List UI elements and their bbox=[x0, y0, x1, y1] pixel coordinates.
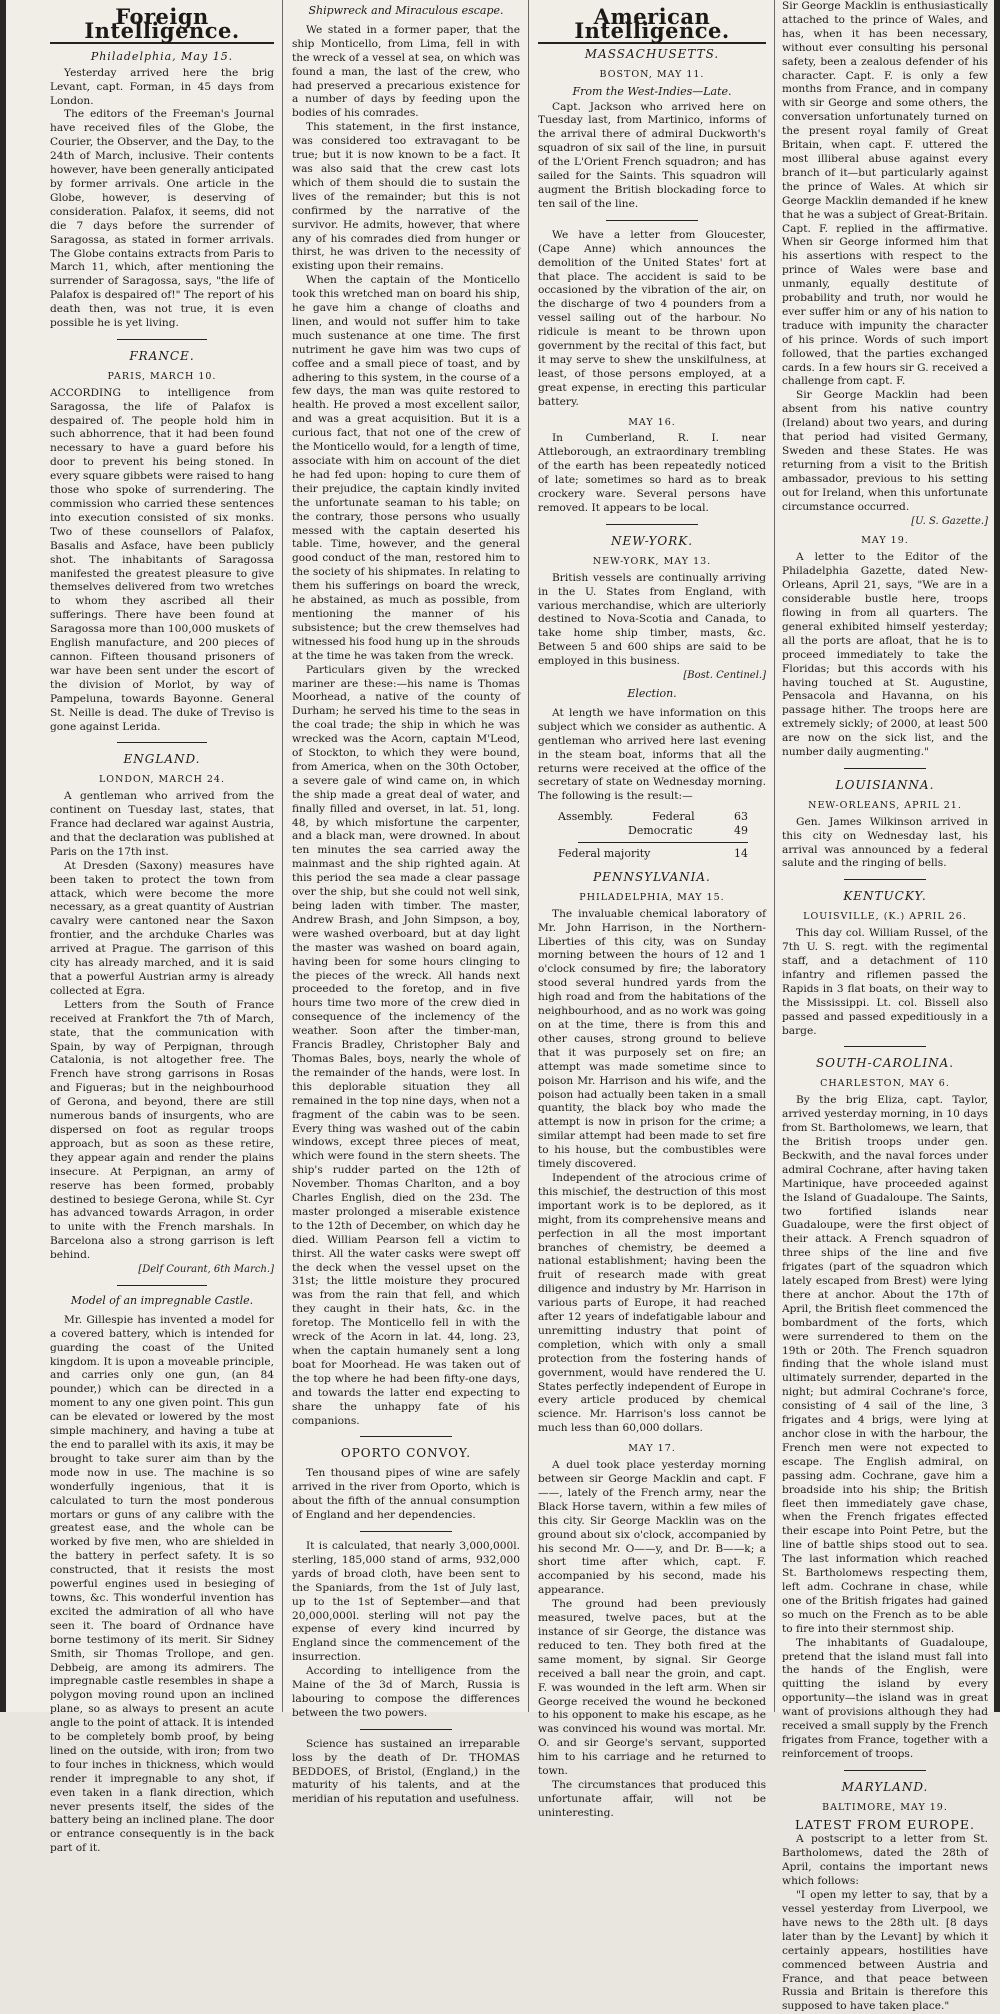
majority-count: 14 bbox=[734, 847, 748, 861]
castle-heading: Model of an impregnable Castle. bbox=[70, 1293, 254, 1307]
party-label: Federal bbox=[652, 810, 695, 824]
paragraph: The invaluable chemical laboratory of Mr. John Harrison, in the Northern-Liberties of this city, was on Sunday morning between the hours of 12 and 1 o'clock consumed by fire; the laboratory stood several hundred yards from the high road and from the habitations of the neighbourhood, and as no work was going on at the time, there is from this and other causes, strong ground to believe that it was purposely set on fire; an attempt was made sometime since to poison Mr. Harrison and his wife, and the poison had actually been taken in a small quantity, the black boy who made the attempt is now in prison for the crime; a similar attempt had been made to set fire to his house, but the combustibles were timely discovered. bbox=[538, 907, 766, 1171]
paragraph: In Cumberland, R. I. near Attleborough, an extraordinary trembling of the earth has been repeatedly noticed of late; sometimes so hard as to break crockery ware. Several persons have removed. It appears to be local. bbox=[538, 432, 766, 514]
paragraph: The ground had been previously measured, twelve paces, but at the instance of sir George, the distance was reduced to ten. They both fired at the same moment, by signal. Sir George received a ball near the groin, and capt. F. was wounded in the left arm. When sir George received the wound he beckoned to his opponent to make his escape, as he was convinced his wound was mortal. Mr. O. and sir George's servant, supported him to his carriage and he returned to town. bbox=[538, 1598, 766, 1778]
paragraph: ACCORDING to intelligence from Saragossa, the life of Palafox is despaired of. The people hold him in such abhorrence, that it had been found necessary to have a guard before his door to prevent his being stoned. In every square gibbets were raised to hang those who spoke of surrendering. The commission who carried these sentences into execution consisted of six monks. Two of these counsellors of Palafox, Basalis and Asface, have been publicly shot. The inhabitants of Saragossa manifested the greatest pleasure to give themselves delivered from two wretches to whom they ascribed all their sufferings. There have been found at Saragossa more than 100,000 muskets of English manufacture, and 200 pieces of cannon. Fifteen thousand prisoners of war have been sent under the escort of the division of Morlot, by way of Pampeluna, towards Bayonne. General St. Neille is dead. The duke of Treviso is gone against Lerida. bbox=[50, 386, 274, 733]
paragraph: A letter to the Editor of the Philadelphia Gazette, dated New-Orleans, April 21, says, "We are in a considerable bustle here, troops flowing in from all quarters. The general exhibited himself yesterday; all the ports are afloat, that he is to proceed immediately to take the Floridas; but this accords with his having touched at St. Augustine, Pensacola and Havanna, on his passage hither. The troops here are extremely sickly; of 2000, at least 500 are now on the sick list, and the number daily augmenting." bbox=[782, 551, 988, 759]
dateline-philadelphia: Philadelphia, May 15. bbox=[90, 49, 234, 63]
dateline-charleston: CHARLESTON, MAY 6. bbox=[820, 1078, 950, 1090]
party-count: 49 bbox=[734, 824, 748, 838]
sum-rule bbox=[578, 842, 748, 843]
election-results bbox=[558, 810, 766, 861]
paragraph: Capt. Jackson who arrived here on Tuesday last, from Martinico, informs of the arrival there of admiral Duckworth's squadron of six sail of the line, in pursuit of the L'Orient French squadron; and has sailed for the Saints. This squadron will augment the British blockading force to ten sail of the line. bbox=[538, 100, 766, 210]
paragraph: We stated in a former paper, that the ship Monticello, from Lima, fell in with the wreck of a vessel at sea, on which was found a man, the last of the crew, who had preserved a precarious existence for a number of days by feeding upon the bodies of his comrades. bbox=[292, 23, 520, 120]
section-kentucky: KENTUCKY. bbox=[843, 889, 927, 904]
divider bbox=[844, 768, 926, 769]
paragraph: Science has sustained an irreparable loss by the death of Dr. THOMAS BEDDOES, of Bristol, (England,) in the maturity of his talents, and at the meridian of his reputation and usefulness. bbox=[292, 1737, 520, 1806]
section-new-york: NEW-YORK. bbox=[610, 533, 694, 548]
divider bbox=[844, 879, 926, 880]
section-oporto-convoy: OPORTO CONVOY. bbox=[340, 1446, 472, 1461]
paragraph: The editors of the Freeman's Journal have received files of the Globe, the Courier, the Observer, and the Day, to the 24th of March, inclusive. Their contents however, have been generally anticipated by former arrivals. One article in the Globe, however, is deserving of consideration. Palafox, it seems, did not die 7 days before the surrender of Saragossa, as stated in former arrivals. The Globe contains extracts from Paris to March 11, which, after mentioning the surrender of Saragossa, says, "the life of Palafox is despaired of!" The report of his death then, was not true, it is even possible he is yet living. bbox=[50, 108, 274, 330]
page-right-edge bbox=[994, 0, 1000, 1712]
paragraph: By the brig Eliza, capt. Taylor, arrived yesterday morning, in 10 days from St. Bartholomews, we learn, that the British troops under gen. Beckwith, and the naval forces under admiral Cochrane, after having taken Martinique, have proceeded against the Island of Guadaloupe. The Saints, two fortified islands near Guadaloupe, were the first object of their attack. A French squadron of three ships of the line and five frigates (part of the squadron which lately escaped from Brest) were lying there at anchor. About the 17th of April, the British fleet commenced the bombardment of the forts, which were surrendered to them on the 19th or 20th. The French squadron finding that the whole island must ultimately surrender, departed in the night; but admiral Cochrane's force, consisting of 4 sail of the line, 3 frigates and 4 brigs, were lying at anchor close in with the harbour, the French men were not expected to escape. The English admiral, on passing adm. Cochrane, gave him a broadside into his ship; the British fleet then immediately gave chase, when the French frigates effected their escape into Point Petre, but the line of battle ships stood out to sea. The last information which reached St. Bartholomews respecting them, left adm. Cochrane in chase, while one of the British frigates had gained so much on the French as to be able to fire into their sternmost ship. bbox=[782, 1094, 988, 1635]
divider bbox=[117, 339, 207, 340]
paragraph: When the captain of the Monticello took this wretched man on board his ship, he gave him a change of cloaths and linen, and would not suffer him to take much sustenance at one time. The first nutriment he gave him was two cups of coffee and a small piece of toast, and by adhering to this system, in the course of a few days, the man was quite restored to health. He proved a most excellent sailor, and was a great acquisition. But it is a curious fact, that not one of the crew of the Monticello would, for a length of time, associate with him on account of the diet he had fed upon: hoping to cure them of their prejudice, the captain kindly invited the unfortunate seaman to his table; on the contrary, those persons who usually messed with the captain deserted his table. Time, however, and the general good conduct of the man, restored him to the society of his shipmates. In relating to them his sufferings on board the wreck, he abstained, as much as possible, from mentioning the manner of his subsistence; but the crew themselves had witnessed his food hung up in the shrouds at the time he was taken from the wreck. bbox=[292, 274, 520, 662]
section-france: FRANCE. bbox=[129, 348, 195, 363]
paragraph: Yesterday arrived here the brig Levant, capt. Forman, in 45 days from London. bbox=[50, 66, 274, 107]
column-rule bbox=[528, 0, 529, 1712]
shipwreck-heading: Shipwreck and Miraculous escape. bbox=[308, 4, 504, 17]
divider bbox=[606, 220, 697, 221]
paragraph: At Dresden (Saxony) measures have been taken to protect the town from attack, which were become the more necessary, as a great quantity of Austrian cavalry were cantoned near the Saxon frontier, and the archduke Charles was arrived at Prague. The garrison of this city has already marched, and it is said that a powerful Austrian army is already collected at Egra. bbox=[50, 859, 274, 997]
paragraph: We have a letter from Gloucester, (Cape Anne) which announces the demolition of the United States' fort at that place. The accident is said to be occasioned by the vibration of the air, on the discharge of two 4 pounders from a vessel sailing out of the harbour. No ridicule is meant to be thrown upon government by the recital of this fact, but it may serve to shew the unskilfulness, at least, of those persons employed, at a great expense, in erecting this particular battery. bbox=[538, 228, 766, 408]
source-credit: [U. S. Gazette.] bbox=[911, 515, 988, 527]
source-credit: [Bost. Centinel.] bbox=[683, 670, 766, 682]
section-south-carolina: SOUTH-CAROLINA. bbox=[815, 1056, 955, 1071]
section-pennsylvania: PENNSYLVANIA. bbox=[593, 869, 711, 884]
majority-label: Federal majority bbox=[558, 847, 651, 861]
paragraph: This statement, in the first instance, was considered too extravagant to be true; but it is now known to be a fact. It was also said that the crew cast lots which of them should die to sustain the lives of the remainder; but this is not confirmed by the narrative of the survivor. He admits, however, that where any of his comrades died from hunger or thirst, he was driven to the necessity of existing upon their remains. bbox=[292, 121, 520, 273]
paragraph: Particulars given by the wrecked mariner are these:—his name is Thomas Moorhead, a native of the county of Durham; he served his time to the seas in the coal trade; the ship in which he was wrecked was the Acorn, captain M'Leod, of Stockton, to which they were bound, from America, when on the 30th October, a severe gale of wind came on, in which the ship made a great deal of water, and finally filled and overset, in lat. 51, long. 48, by which misfortune the carpenter, and a black man, were drowned. In about ten minutes the sea carried away the mainmast and the ship righted again. At this period the sea made a clear passage over the ship, but she could not well sink, being laden with timber. The master, Andrew Brash, and John Simpson, a boy, were washed overboard, but at day light the master was washed on board again, having been for some hours clinging to the pieces of the wreck. All hands next proceeded to the foretop, and in five hours time two more of the crew died in consequence of the inclemency of the weather. Soon after the timber-man, Francis Bradley, Christopher Baly and Thomas Bales, boys, nearly the whole of the remainder of the hands, were lost. In this deplorable situation they all remained in the top nine days, when not a fragment of the cabin was to be seen. Every thing was washed out of the cabin windows, except three pieces of meat, which were found in the stern sheets. The ship's rudder parted on the 12th of November. Thomas Charlton, and a boy Charles English, died on the 23d. The master prolonged a miserable existence to the 12th of December, on which day he died. William Pearson fell a victim to thirst. All the water casks were swept off the deck when the vessel upset on the 31st; the little moisture they procured was from the rain that fell, and which they caught in their hats, &c. in the foretop. The Monticello fell in with the wreck of the Acorn in lat. 44, long. 23, when the captain humanely sent a long boat for Moorhead. He was taken out of the top where he had been fifty-one days, and towards the latter end expecting to share the unhappy fate of his companions. bbox=[292, 663, 520, 1427]
paragraph: British vessels are continually arriving in the U. States from England, with various merchandise, which are ulteriorly destined to Nova-Scotia and Canada, to take home ship timber, masts, &c. Between 5 and 600 ships are said to be employed in this business. bbox=[538, 571, 766, 668]
divider bbox=[117, 1285, 207, 1286]
divider bbox=[360, 1729, 451, 1730]
divider bbox=[606, 524, 697, 525]
divider bbox=[844, 1770, 926, 1771]
dateline-london: LONDON, MARCH 24. bbox=[99, 774, 225, 786]
paragraph: The circumstances that produced this unfortunate affair, will not be uninteresting. bbox=[538, 1778, 766, 1819]
source-credit: [Delf Courant, 6th March.] bbox=[138, 1264, 274, 1276]
paragraph: Letters from the South of France received at Frankfort the 7th of March, state, that the communication with Spain, by way of Perpignan, through Catalonia, is not altogether free. The French have strong garrisons in Rosas and Figueras; but in the neighbourhood of Gerona, and beyond, there are still numerous bands of insurgents, who are dispersed on foot as regular troops approach, but as soon as these retire, they appear again and render the plains insecure. At Perpignan, an army of reserve has been formed, probably destined to besiege Gerona, while St. Cyr has advanced towards Arragon, in order to unite with the French marshals. In Barcelona also a strong garrison is left behind. bbox=[50, 998, 274, 1262]
result-federal bbox=[558, 810, 748, 824]
dateline-paris: PARIS, MARCH 10. bbox=[107, 370, 217, 382]
foreign-intelligence-heading: Foreign Intelligence. bbox=[50, 10, 274, 44]
paragraph: Gen. James Wilkinson arrived in this city on Wednesday last, his arrival was announced by a federal salute and the ringing of bells. bbox=[782, 815, 988, 870]
paragraph: At length we have information on this subject which we consider as authentic. A gentleman who arrived here last evening in the steam boat, informs that all the returns were received at the office of the secretary of state on Wednesday morning. The following is the result:— bbox=[538, 706, 766, 803]
dateline-may-16: MAY 16. bbox=[628, 416, 676, 428]
dateline-philadelphia: PHILADELPHIA, MAY 15. bbox=[579, 891, 725, 903]
column-shipwreck bbox=[286, 0, 526, 1806]
paragraph: It is calculated, that nearly 3,000,000l. sterling, 185,000 stand of arms, 932,000 yards of broad cloth, have been sent to the Spaniards, from the 1st of July last, up to the 1st of September—and that 20,000,000l. sterling will not pay the expense of every kind incurred by England since the commencement of the insurrection. bbox=[292, 1539, 520, 1664]
result-democratic bbox=[558, 824, 748, 838]
page-left-edge bbox=[0, 0, 6, 1712]
paragraph: A gentleman who arrived from the continent on Tuesday last, states, that France had declared war against Austria, and that the declaration was published at Paris on the 17th inst. bbox=[50, 790, 274, 858]
divider bbox=[844, 1046, 926, 1047]
section-louisianna: LOUISIANNA. bbox=[835, 777, 935, 792]
divider bbox=[117, 742, 207, 743]
american-intelligence-heading: American Intelligence. bbox=[538, 10, 766, 44]
paragraph: Independent of the atrocious crime of this mischief, the destruction of this most important work is to be deplored, as it might, from its comprehensive means and perfection in all the most important branches of chemistry, be deemed a national establishment; having been the fruit of research made with great diligence and industry by Mr. Harrison in various parts of Europe, it had reached after 12 years of indefatigable labour and unremitting industry that point of completion, which with only a small protection from the fostering hands of government, would have rendered the U. States perfectly independent of Europe in every article produced by chemical science. Mr. Harrison's loss cannot be much less than 60,000 dollars. bbox=[538, 1171, 766, 1435]
assembly-label: Assembly. bbox=[558, 810, 613, 824]
column-continued bbox=[776, 0, 994, 2013]
dateline-baltimore: BALTIMORE, MAY 19. bbox=[822, 1801, 948, 1813]
paragraph: "I open my letter to say, that by a vessel yesterday from Liverpool, we have news to the 28th ult. [8 days later than by the Levant] by which it certainly appears, hostilities have commenced between Austria and France, and that peace between Russia and Britain is therefore this supposed to have taken place." bbox=[782, 1889, 988, 2013]
dateline-may-17: MAY 17. bbox=[628, 1443, 676, 1455]
divider bbox=[360, 1531, 451, 1532]
paragraph: Ten thousand pipes of wine are safely arrived in the river from Oporto, which is about the fifth of the annual consumption of England and her dependencies. bbox=[292, 1467, 520, 1522]
dateline-louisville: LOUISVILLE, (K.) APRIL 26. bbox=[803, 911, 967, 923]
election-heading: Election. bbox=[627, 686, 677, 700]
paragraph: A duel took place yesterday morning between sir George Macklin and capt. F——, lately of the French army, near the Black Horse tavern, within a few miles of this city. Sir George Macklin was on the ground about six o'clock, accompanied by his second Mr. O——y, and Dr. B——k; a short time after which, capt. F. accompanied by his second, made his appearance. bbox=[538, 1459, 766, 1597]
dateline-boston: BOSTON, MAY 11. bbox=[599, 68, 705, 80]
latest-from-europe-heading: LATEST FROM EUROPE. bbox=[795, 1816, 975, 1832]
paragraph: Mr. Gillespie has invented a model for a covered battery, which is intended for guarding the coast of the United kingdom. It is upon a moveable principle, and carries only one gun, (an 84 pounder,) which can be directed in a moment to any one given point. This gun can be elevated or lowered by the most simple machinery, and having a tube at the end to parallel with its axis, it may be brought to take surer aim than by the mode now in use. The machine is so wonderfully ingenious, that it is calculated to turn the most ponderous mortars or guns of any calibre with the greatest ease, and the whole can be worked by five men, who are shielded in the battery in perfect safety. It is so constructed, that it resists the most powerful engines used in besieging of towns, &c. This wonderful invention has excited the admiration of all who have seen it. The board of Ordnance have borne testimony of its merit. Sir Sidney Smith, sir Thomas Trollope, and gen. Debbeig, are among its admirers. The impregnable castle resembles in shape a polygon moving round upon an inclined plane, so as always to present an acute angle to the point of attack. It is intended to be completely bomb proof, by being lined on the outside, with iron; from two to four inches in thickness, which would render it impregnable to any shot, if even taken in a flank direction, which never presents itself, the sides of the battery being an inclined plane. The door or entrance consequently is in the back part of it. bbox=[50, 1313, 274, 1855]
paragraph: The inhabitants of Guadaloupe, pretend that the island must fall into the hands of the English, were quitting the island by every opportunity—the island was in great want of provisions although they had received a small supply by the French frigates from France, together with a reinforcement of troops. bbox=[782, 1636, 988, 1760]
divider bbox=[360, 1436, 451, 1437]
dateline-new-york: NEW-YORK, MAY 13. bbox=[592, 555, 712, 567]
dateline-may-19: MAY 19. bbox=[861, 535, 909, 547]
paragraph: A postscript to a letter from St. Bartholomews, dated the 28th of April, contains the important news which follows: bbox=[782, 1833, 988, 1888]
paragraph: Sir George Macklin had been absent from his native country (Ireland) about two years, and during that period had visited Germany, Sweden and these States. He was returning from a visit to the British ambassador, previous to his setting out for Ireland, when this unfortunate circumstance occurred. bbox=[782, 389, 988, 513]
column-rule bbox=[774, 0, 775, 1712]
column-american-intelligence bbox=[532, 0, 772, 1819]
paragraph: According to intelligence from the Maine of the 3d of March, Russia is labouring to compose the differences between the two powers. bbox=[292, 1665, 520, 1719]
party-label: Democratic bbox=[628, 824, 693, 838]
paragraph: Sir George Macklin is enthusiastically attached to the prince of Wales, and has, when it has been necessary, without ever consulting his personal safety, been a zealous defender of his character. Capt. F. is only a few months from France, and in company with sir George and some others, the conversation unfortunately turned on the present royal family of Great Britain, when capt. F. uttered the most illiberal abuse against every branch of it—but particularly against the prince of Wales. At which sir George Macklin demanded if he knew that he was a subject of Great-Britain. Capt. F. replied in the affirmative. When sir George informed him that his assertions with respect to the prince of Wales were base and unmanly, equally destitute of probability and truth, nor would he ever suffer him or any of his nation to traduce with impunity the character of his prince. Words of such import followed, that the parties exchanged cards. In a few hours sir G. received a challenge from capt. F. bbox=[782, 0, 988, 388]
column-foreign-intelligence bbox=[44, 0, 280, 1855]
party-count: 63 bbox=[733, 810, 748, 824]
result-majority bbox=[558, 847, 748, 861]
section-england: ENGLAND. bbox=[123, 752, 201, 767]
section-maryland: MARYLAND. bbox=[841, 1779, 929, 1794]
column-rule bbox=[282, 0, 283, 1712]
paragraph: This day col. William Russel, of the 7th U. S. regt. with the regimental staff, and a detachment of 110 infantry and riflemen passed the Rapids in 3 flat boats, on their way to the Mississippi. Lt. col. Bissell also passed and passed expeditiously in a barge. bbox=[782, 927, 988, 1037]
dateline-new-orleans: NEW-ORLEANS, APRIL 21. bbox=[808, 799, 962, 811]
section-massachusetts: MASSACHUSETTS. bbox=[584, 46, 720, 61]
boston-subheading: From the West-Indies—Late. bbox=[572, 84, 732, 98]
